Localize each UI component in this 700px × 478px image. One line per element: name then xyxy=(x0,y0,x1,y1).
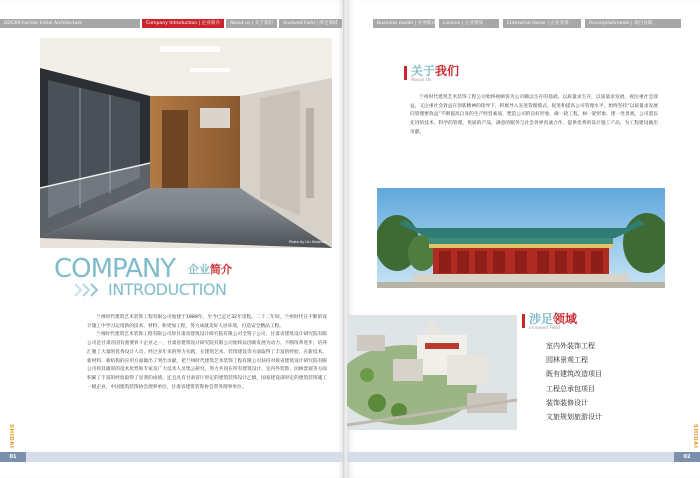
nav-item-about[interactable]: About us | 关于我们 xyxy=(226,19,277,28)
nav-item-business[interactable]: Business model | 业务模式 xyxy=(373,19,435,28)
about-paragraph: 兰州时代建筑艺术装饰工程公司始终视顾客为公司赖以生存的基础，以质量求生存，以质量求发展，视注重社会效益，又注重社会效益在创新精神的指导下，积极导入先进管理模式，促进和提高公司管理水平，始终坚持“以质量求发展向管理要效益”不断提高自身的生产经营素质，塑造公司的良好形象，做一轮工程，树一轮形象，建一处景观，公司愿以先进的技术、科学的管理，优质的产品，满意的服务与社会各界真诚合作，提供优秀的设计施工产品，为工程建设做出贡献。 xyxy=(410,95,658,135)
field-heading: 涉足领域 Involved Field xyxy=(522,312,577,332)
side-word: SHIDAI xyxy=(8,424,14,449)
right-nav-bar xyxy=(373,19,681,28)
title-introduction: INTRODUCTION xyxy=(108,280,227,299)
left-nav-bar xyxy=(0,19,342,28)
list-item: 工程总承包项目 xyxy=(546,384,595,393)
list-item: 园林景观工程 xyxy=(546,356,588,365)
chevron-decoration-icon xyxy=(73,283,103,297)
photo-caption: Photo by Lin Xinghao xyxy=(288,240,326,244)
left-page xyxy=(0,0,345,478)
nav-item[interactable]: DOCER-Former Initial Architecture xyxy=(0,19,140,28)
nav-item-company-intro[interactable]: Company Introduction | 企业简介 xyxy=(142,19,224,28)
list-item: 既有建筑改造项目 xyxy=(546,370,602,379)
nav-item-field[interactable]: Involved Field | 涉足领域 xyxy=(279,19,341,28)
field-list xyxy=(546,339,602,424)
nav-item-honor[interactable]: Enterprise Honor | 企业荣誉 xyxy=(503,19,581,28)
footer-bar-right xyxy=(347,452,674,462)
list-item: 装饰装修设计 xyxy=(546,398,588,407)
interior-corridor-photo xyxy=(40,38,332,248)
side-word-right: SHIDAI xyxy=(692,424,698,449)
intro-text xyxy=(87,314,327,392)
title-cn: 企业简介 xyxy=(188,263,232,276)
intro-paragraph: 兰州时代建筑艺术装饰工程有限公司原甘肃省建筑设计研究院有限公司全资子公司，甘肃省建筑设计研究院有限公司是甘肃省国有重要骨干企业之一，甘肃省建筑设计研究院有限公司始终以创新发展为动力，不断改革进步，培养汇聚了大量的优秀设计人员，经过多年来的努力实践，在建筑艺术、装饰建设等方面取得了丰富的经验，在新技术、新材料、新结构的应用方面做出了突出贡献，把兰州时代建筑艺术装饰工程有限公司扶持对接省建筑设计研究院有限公司将其雄厚的技术优势和专家及广大技术人员集公研究，努力共同在所有建筑设计、室内外装饰、园林景观等方面积累了丰富的经验取得了显著的成绩，还且具有甘肃省厅审定的建筑装饰设计乙级，国家建设部审定的建筑装饰施工一级企业，中国建筑装饰协会理事单位，甘肃省建筑装饰协会常务理事单位。 xyxy=(87,332,327,390)
traditional-building-photo xyxy=(377,188,665,288)
aerial-campus-photo xyxy=(347,315,517,430)
page-number: 01 xyxy=(0,452,26,462)
list-item: 文旅规划旅游设计 xyxy=(546,413,602,422)
about-heading: 关于我们 About Us xyxy=(404,64,459,84)
title-company: COMPANY xyxy=(54,254,176,284)
nav-item-accomplishments[interactable]: Accomplishments | 项目业绩 xyxy=(585,19,681,28)
about-text xyxy=(410,94,658,138)
page-number-right: 02 xyxy=(674,452,700,462)
intro-paragraph: 兰州时代建筑艺术装饰工程有限公司始建于1989年，至今已走过32年里程。二十二年间，兰州时代在不断的设计施工中学习运用新的技术、材料、和更加工程，努力成就美好人居环境，打造安全精品工程。 xyxy=(87,315,327,329)
list-item: 室内外装饰工程 xyxy=(546,342,595,350)
nav-item-license[interactable]: Lisence | 企业资质 xyxy=(439,19,499,28)
footer-bar xyxy=(26,452,345,462)
